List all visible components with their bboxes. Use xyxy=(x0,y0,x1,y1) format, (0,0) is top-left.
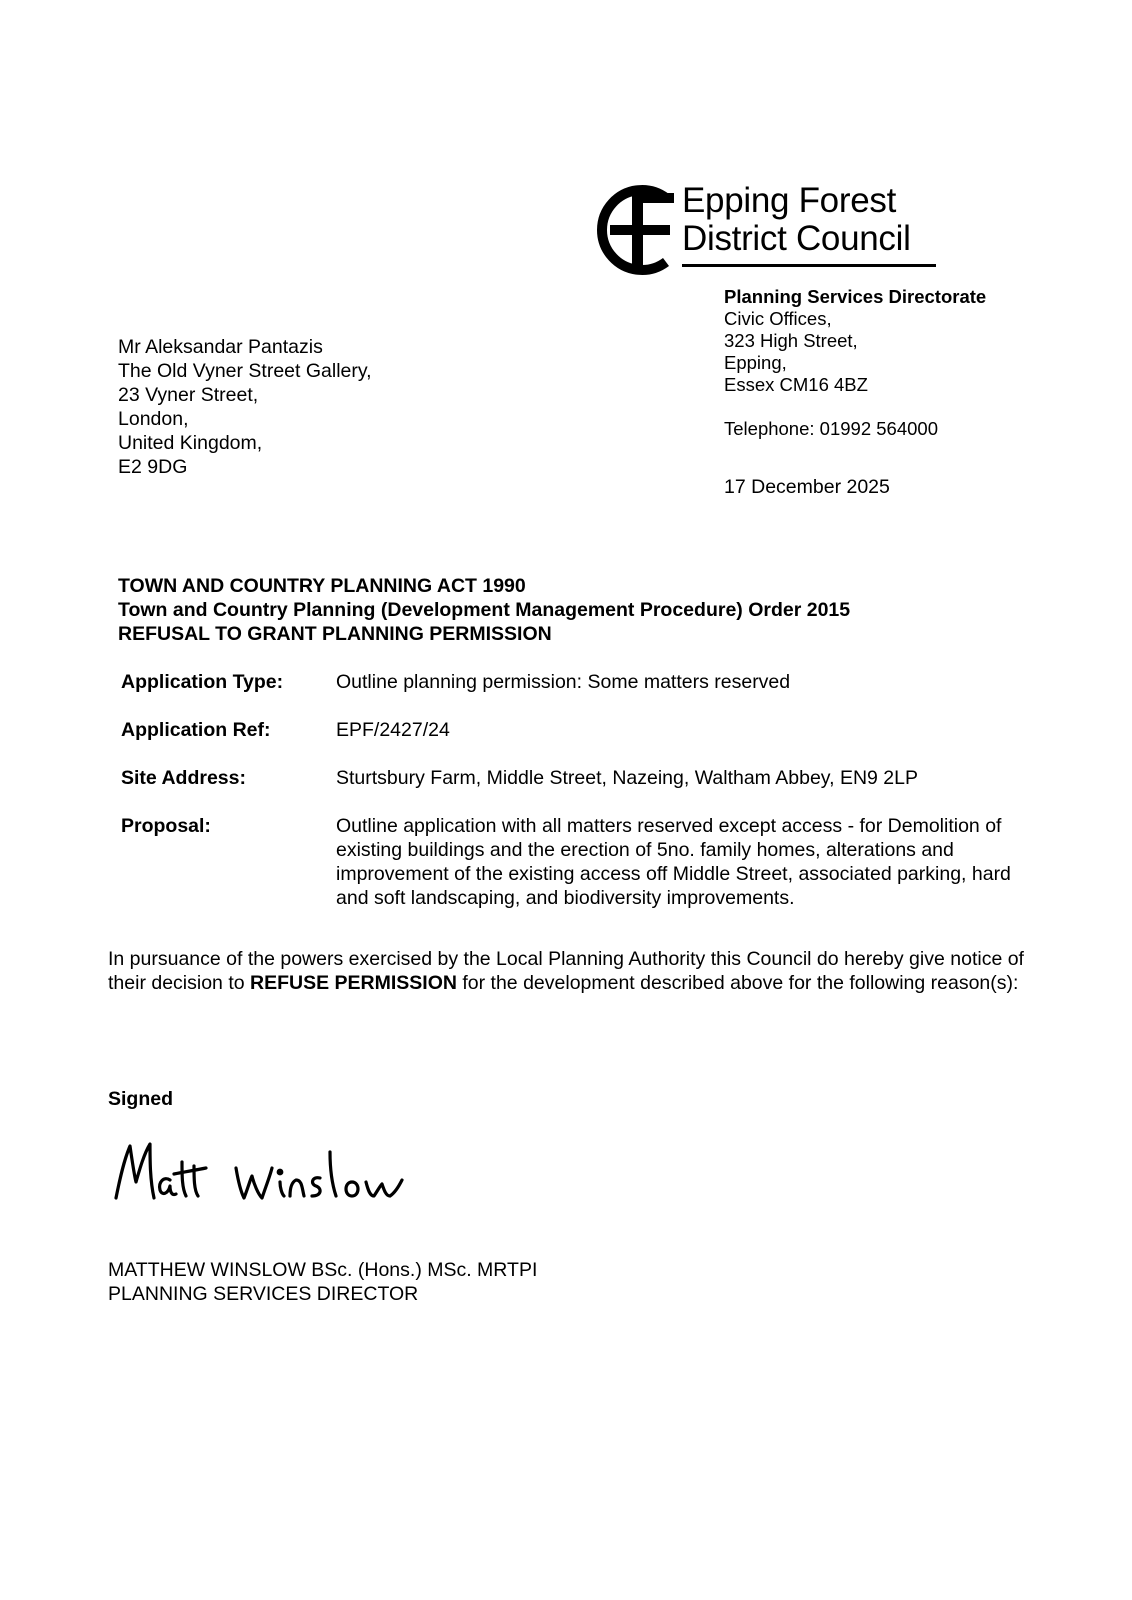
council-name-line2: District Council xyxy=(682,219,911,258)
proposal-value: Outline application with all matters reserved except access - for Demolition of existing buildings and the erection of 5no. family homes, alterations and improvement of the existing access off Middle Street, associated parking, hard and soft landscaping, and biodiversity improvements. xyxy=(336,815,1011,909)
application-type-label: Application Type: xyxy=(121,671,284,693)
act-heading: TOWN AND COUNTRY PLANNING ACT 1990 xyxy=(118,575,526,597)
recipient-line: The Old Vyner Street Gallery, xyxy=(118,360,372,382)
application-type-value: Outline planning permission: Some matters reserved xyxy=(336,671,791,693)
application-ref-label: Application Ref: xyxy=(121,719,271,741)
letter-date: 17 December 2025 xyxy=(724,476,890,498)
proposal-label: Proposal: xyxy=(121,815,211,837)
council-logo xyxy=(596,180,941,280)
recipient-line: United Kingdom, xyxy=(118,432,263,454)
site-address-label: Site Address: xyxy=(121,767,246,789)
decision-text-end: for the development described above for the following reason(s): xyxy=(456,972,1019,994)
sender-address-line: Civic Offices, xyxy=(724,308,832,329)
legal-headings xyxy=(118,574,850,646)
council-name-line1: Epping Forest xyxy=(682,181,896,220)
decision-text-start: In pursuance of the powers exercised by the Local Planning Authority this Council do hereby give notice of their decision to xyxy=(108,948,1024,994)
recipient-line: E2 9DG xyxy=(118,456,188,478)
signatory-name: MATTHEW WINSLOW BSc. (Hons.) MSc. MRTPI xyxy=(108,1259,538,1281)
logo-underline xyxy=(682,264,936,267)
signatory-block xyxy=(108,1258,537,1306)
sender-address-line: Essex CM16 4BZ xyxy=(724,374,868,395)
application-ref-value: EPF/2427/24 xyxy=(336,719,450,741)
signed-label: Signed xyxy=(108,1088,174,1110)
decision-heading: REFUSAL TO GRANT PLANNING PERMISSION xyxy=(118,623,552,645)
recipient-line: Mr Aleksandar Pantazis xyxy=(118,336,323,358)
sender-address-block xyxy=(724,286,986,498)
council-emblem-icon xyxy=(596,184,680,276)
sender-telephone: Telephone: 01992 564000 xyxy=(724,418,938,439)
recipient-address-block xyxy=(118,335,372,479)
decision-refuse-emphasis: REFUSE PERMISSION xyxy=(250,972,457,994)
site-address-value: Sturtsbury Farm, Middle Street, Nazeing, Waltham Abbey, EN9 2LP xyxy=(336,767,918,789)
recipient-line: 23 Vyner Street, xyxy=(118,384,259,406)
sender-address-line: Epping, xyxy=(724,352,787,373)
sender-address-line: 323 High Street, xyxy=(724,330,858,351)
handwritten-signature xyxy=(112,1138,422,1218)
decision-paragraph xyxy=(108,947,1028,995)
sender-department: Planning Services Directorate xyxy=(724,286,987,307)
recipient-line: London, xyxy=(118,408,189,430)
order-heading: Town and Country Planning (Development Management Procedure) Order 2015 xyxy=(118,599,851,621)
council-name xyxy=(682,182,911,258)
signatory-title: PLANNING SERVICES DIRECTOR xyxy=(108,1283,419,1305)
